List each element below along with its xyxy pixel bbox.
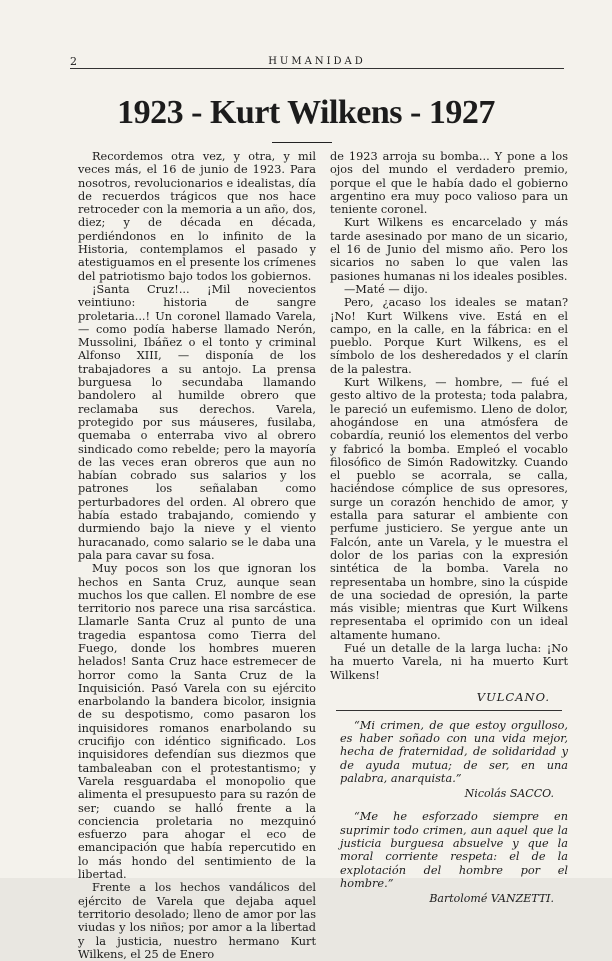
article-columns xyxy=(78,150,568,961)
running-head: HUMANIDAD xyxy=(268,56,366,67)
paragraph: Recordemos otra vez, y otra, y mil veces más, el 16 de junio de 1923. Para nosotros, revolucionarios e idealistas, día de recuerdos trágicos que nos hace retroceder con la memoria a un año, dos, diez; y de década en década, perdiéndonos en lo infinito de la Historia, contemplamos el pasado y atestiguamos en el presente los crímenes del patriotismo bajo todos los gobiernos. xyxy=(78,150,316,283)
article-title: 1923 - Kurt Wilkens - 1927 xyxy=(117,94,495,131)
section-divider xyxy=(336,710,562,711)
quote-author-sacco: Nicolás SACCO. xyxy=(464,787,554,801)
paragraph: Kurt Wilkens, — hombre, — fué el gesto altivo de la protesta; toda palabra, le pareció un eufemismo. Lleno de dolor, ahogándose en una atmósfera de cobardía, reunió los elementos del verbo y fabricó la bomba. Empleó el vocablo filosófico de Simón Radowitzky. Cuando el pueblo se acorrala, se calla, haciéndose cómplice de sus opresores, surge un corazón henchido de amor, y estalla para saturar el ambiente con perfume justiciero. Se yergue ante un Falcón, ante un Varela, y le muestra el dolor de los parias con la expresión sintética de la bomba. Varela no representaba un hombre, sino la cúspide de una sociedad de opresión, la parte más visible; mientras que Kurt Wilkens representaba el oprimido con un ideal altamente humano. xyxy=(330,376,568,642)
paragraph: —Maté — dijo. xyxy=(344,282,428,296)
quote-vanzetti: “Me he esforzado siempre en suprimir todo crimen, aun aquel que la justicia burguesa absuelve y que la moral corriente respeta: el de la explotación del hombre por el hombre.” xyxy=(340,810,568,890)
paragraph: Kurt Wilkens es encarcelado y más tarde asesinado por mano de un sicario, el 16 de Junio del mismo año. Pero los sicarios no saben lo que valen las pasiones humanas ni los ideales posibles. xyxy=(330,216,568,283)
paragraph: de 1923 arroja su bomba... Y pone a los ojos del mundo el verdadero premio, porque el que le había dado el gobierno argentino era muy poco valioso para un teniente coronel. xyxy=(330,150,568,217)
page-header xyxy=(70,54,564,69)
article-signature: VULCANO. xyxy=(476,689,550,704)
paragraph: Muy pocos son los que ignoran los hechos en Santa Cruz, aunque sean muchos los que callen. El nombre de ese territorio nos parece una risa sarcástica. Llamarle Santa Cruz al punto de una tragedia espantosa como Tierra del Fuego, donde los hombres mueren helados! Santa Cruz hace estremecer de horror como la Santa Cruz de la Inquisición. Pasó Varela con su ejército enarbolando la bandera bicolor, insignia de su despotismo, como pasaron los inquisidores romanos enarbolando su crucifijo con idéntico significado. Los inquisidores defendían sus diezmos que tambaleaban con el protestantismo; y Varela resguardaba el monopolio que alimenta el presupuesto para su razón de ser; cuando se halló frente a la conciencia proletaria no mezquinó esfuerzo para ahogar el eco de emancipación que había repercutido en lo más hondo del sentimiento de la libertad. xyxy=(78,562,316,882)
right-column xyxy=(330,150,568,906)
paragraph: Pero, ¿acaso los ideales se matan? ¡No! Kurt Wilkens vive. Está en el campo, en la calle, en la fábrica: en el pueblo. Porque Kurt Wilkens, es el símbolo de los desheredados y el clarín de la palestra. xyxy=(330,296,568,376)
page-number: 2 xyxy=(70,55,77,68)
paragraph: ¡Santa Cruz!... ¡Mil novecientos veintiuno: historia de sangre proletaria...! Un coronel llamado Varela, — como podía haberse llamado Nerón, Mussolini, Ibáñez o el tonto y criminal Alfonso XIII, — disponía de los trabajadores a su antojo. La prensa burguesa lo secundaba llamando bandolero al humilde obrero que reclamaba sus derechos. Varela, protegido por sus máuseres, fusilaba, quemaba o enterraba vivo al obrero sindicado como rebelde; pero la mayoría de las veces eran obreros que aun no habían cobrado sus salarios y los patrones los señalaban como perturbadores del orden. Al obrero que había estado trabajando, comiendo y durmiendo bajo la nieve y el viento huracanado, como salario se le daba una pala para cavar su fosa. xyxy=(78,282,316,562)
title-rule xyxy=(272,142,332,143)
quote-author-vanzetti: Bartolomé VANZETTI. xyxy=(429,892,554,906)
quote-sacco: “Mi crimen, de que estoy orgulloso, es haber soñado con una vida mejor, hecha de fraternidad, de solidaridad y de ayuda mutua; de ser, en una palabra, anarquista.” xyxy=(340,718,568,786)
paragraph: Fué un detalle de la larga lucha: ¡No ha muerto Varela, ni ha muerto Kurt Wilkens! xyxy=(330,641,568,682)
left-column xyxy=(78,150,316,961)
paragraph: Frente a los hechos vandálicos del ejército de Varela que dejaba aquel territorio desolado; lleno de amor por las viudas y los niños; por amor a la libertad y la justicia, nuestro hermano Kurt Wilkens, el 25 de Enero xyxy=(78,881,316,961)
